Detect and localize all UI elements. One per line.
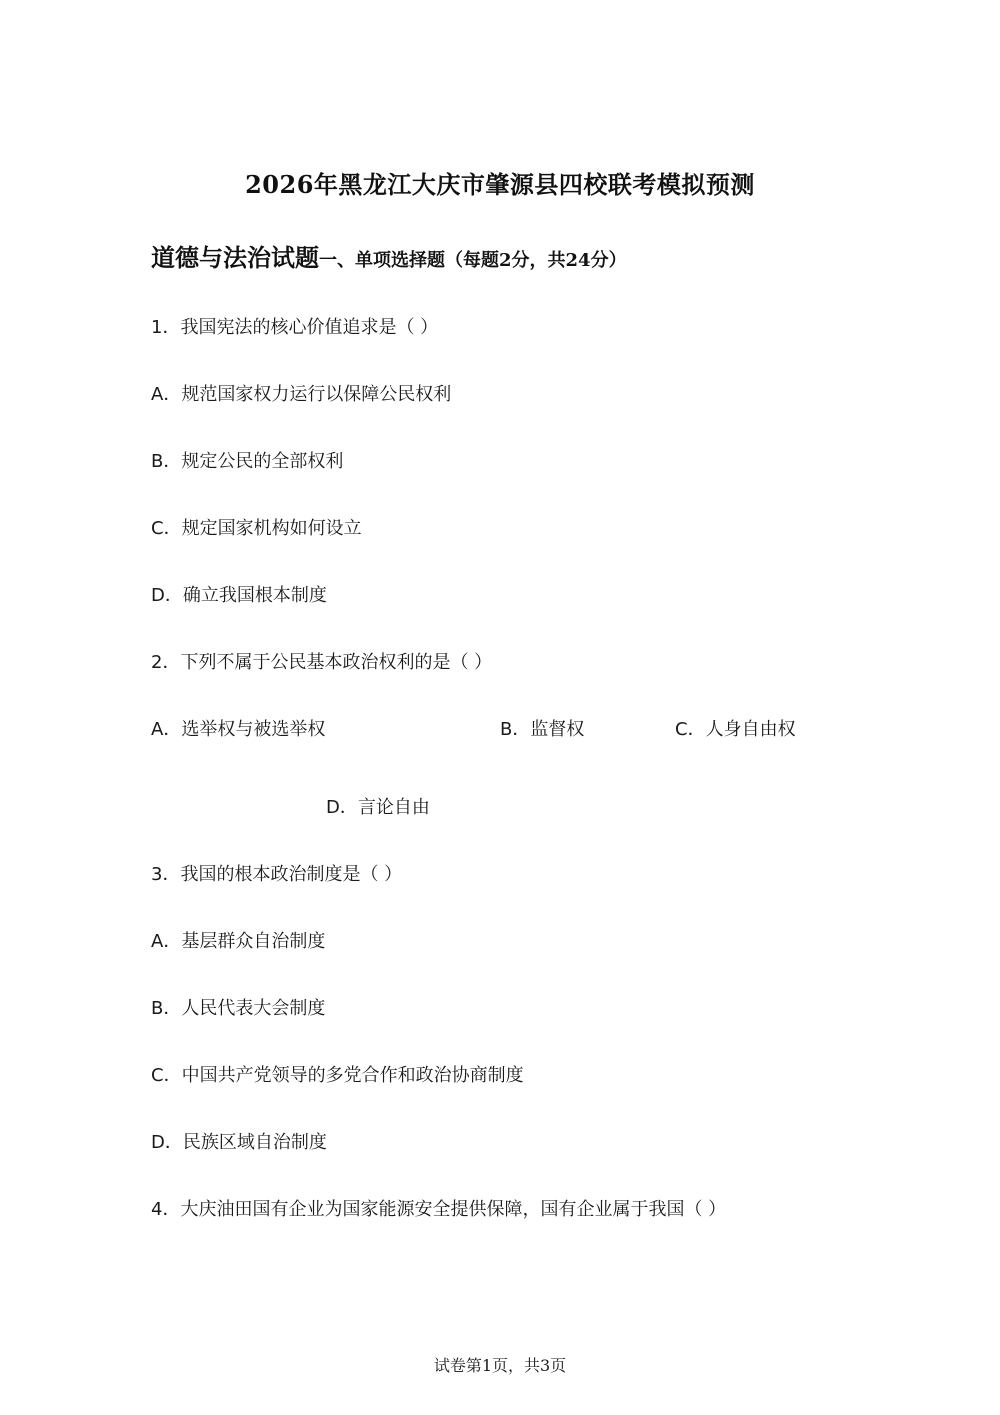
question-1-stem: 1．我国宪法的核心价值追求是（ ）	[151, 317, 439, 338]
question-2-option-d: D．言论自由	[326, 797, 430, 818]
question-4-stem: 4．大庆油田国有企业为国家能源安全提供保障，国有企业属于我国（ ）	[151, 1199, 727, 1220]
question-1-option-b: B．规定公民的全部权利	[151, 451, 344, 472]
question-3-option-b: B．人民代表大会制度	[151, 998, 326, 1019]
question-2-option-a: A．选举权与被选举权	[151, 719, 326, 740]
question-2-stem: 2．下列不属于公民基本政治权利的是（ ）	[151, 652, 493, 673]
question-2-option-c: C．人身自由权	[675, 719, 796, 740]
question-3-stem: 3．我国的根本政治制度是（ ）	[151, 864, 403, 885]
question-3-option-d: D．民族区域自治制度	[151, 1132, 327, 1153]
section-heading: 一、单项选择题（每题2分，共24分）	[319, 250, 627, 271]
question-2-option-b: B．监督权	[500, 719, 585, 740]
question-1-option-d: D．确立我国根本制度	[151, 585, 327, 606]
subject-title: 道德与法治试题	[151, 244, 319, 272]
question-1-option-c: C．规定国家机构如何设立	[151, 518, 362, 539]
page-title: 2026年黑龙江大庆市肇源县四校联考模拟预测	[245, 170, 755, 199]
question-1-option-a: A．规范国家权力运行以保障公民权利	[151, 384, 452, 405]
subject-heading-line	[151, 241, 627, 278]
question-3-option-a: A．基层群众自治制度	[151, 931, 326, 952]
page-footer: 试卷第1页，共3页	[433, 1356, 567, 1375]
question-3-option-c: C．中国共产党领导的多党合作和政治协商制度	[151, 1065, 524, 1086]
